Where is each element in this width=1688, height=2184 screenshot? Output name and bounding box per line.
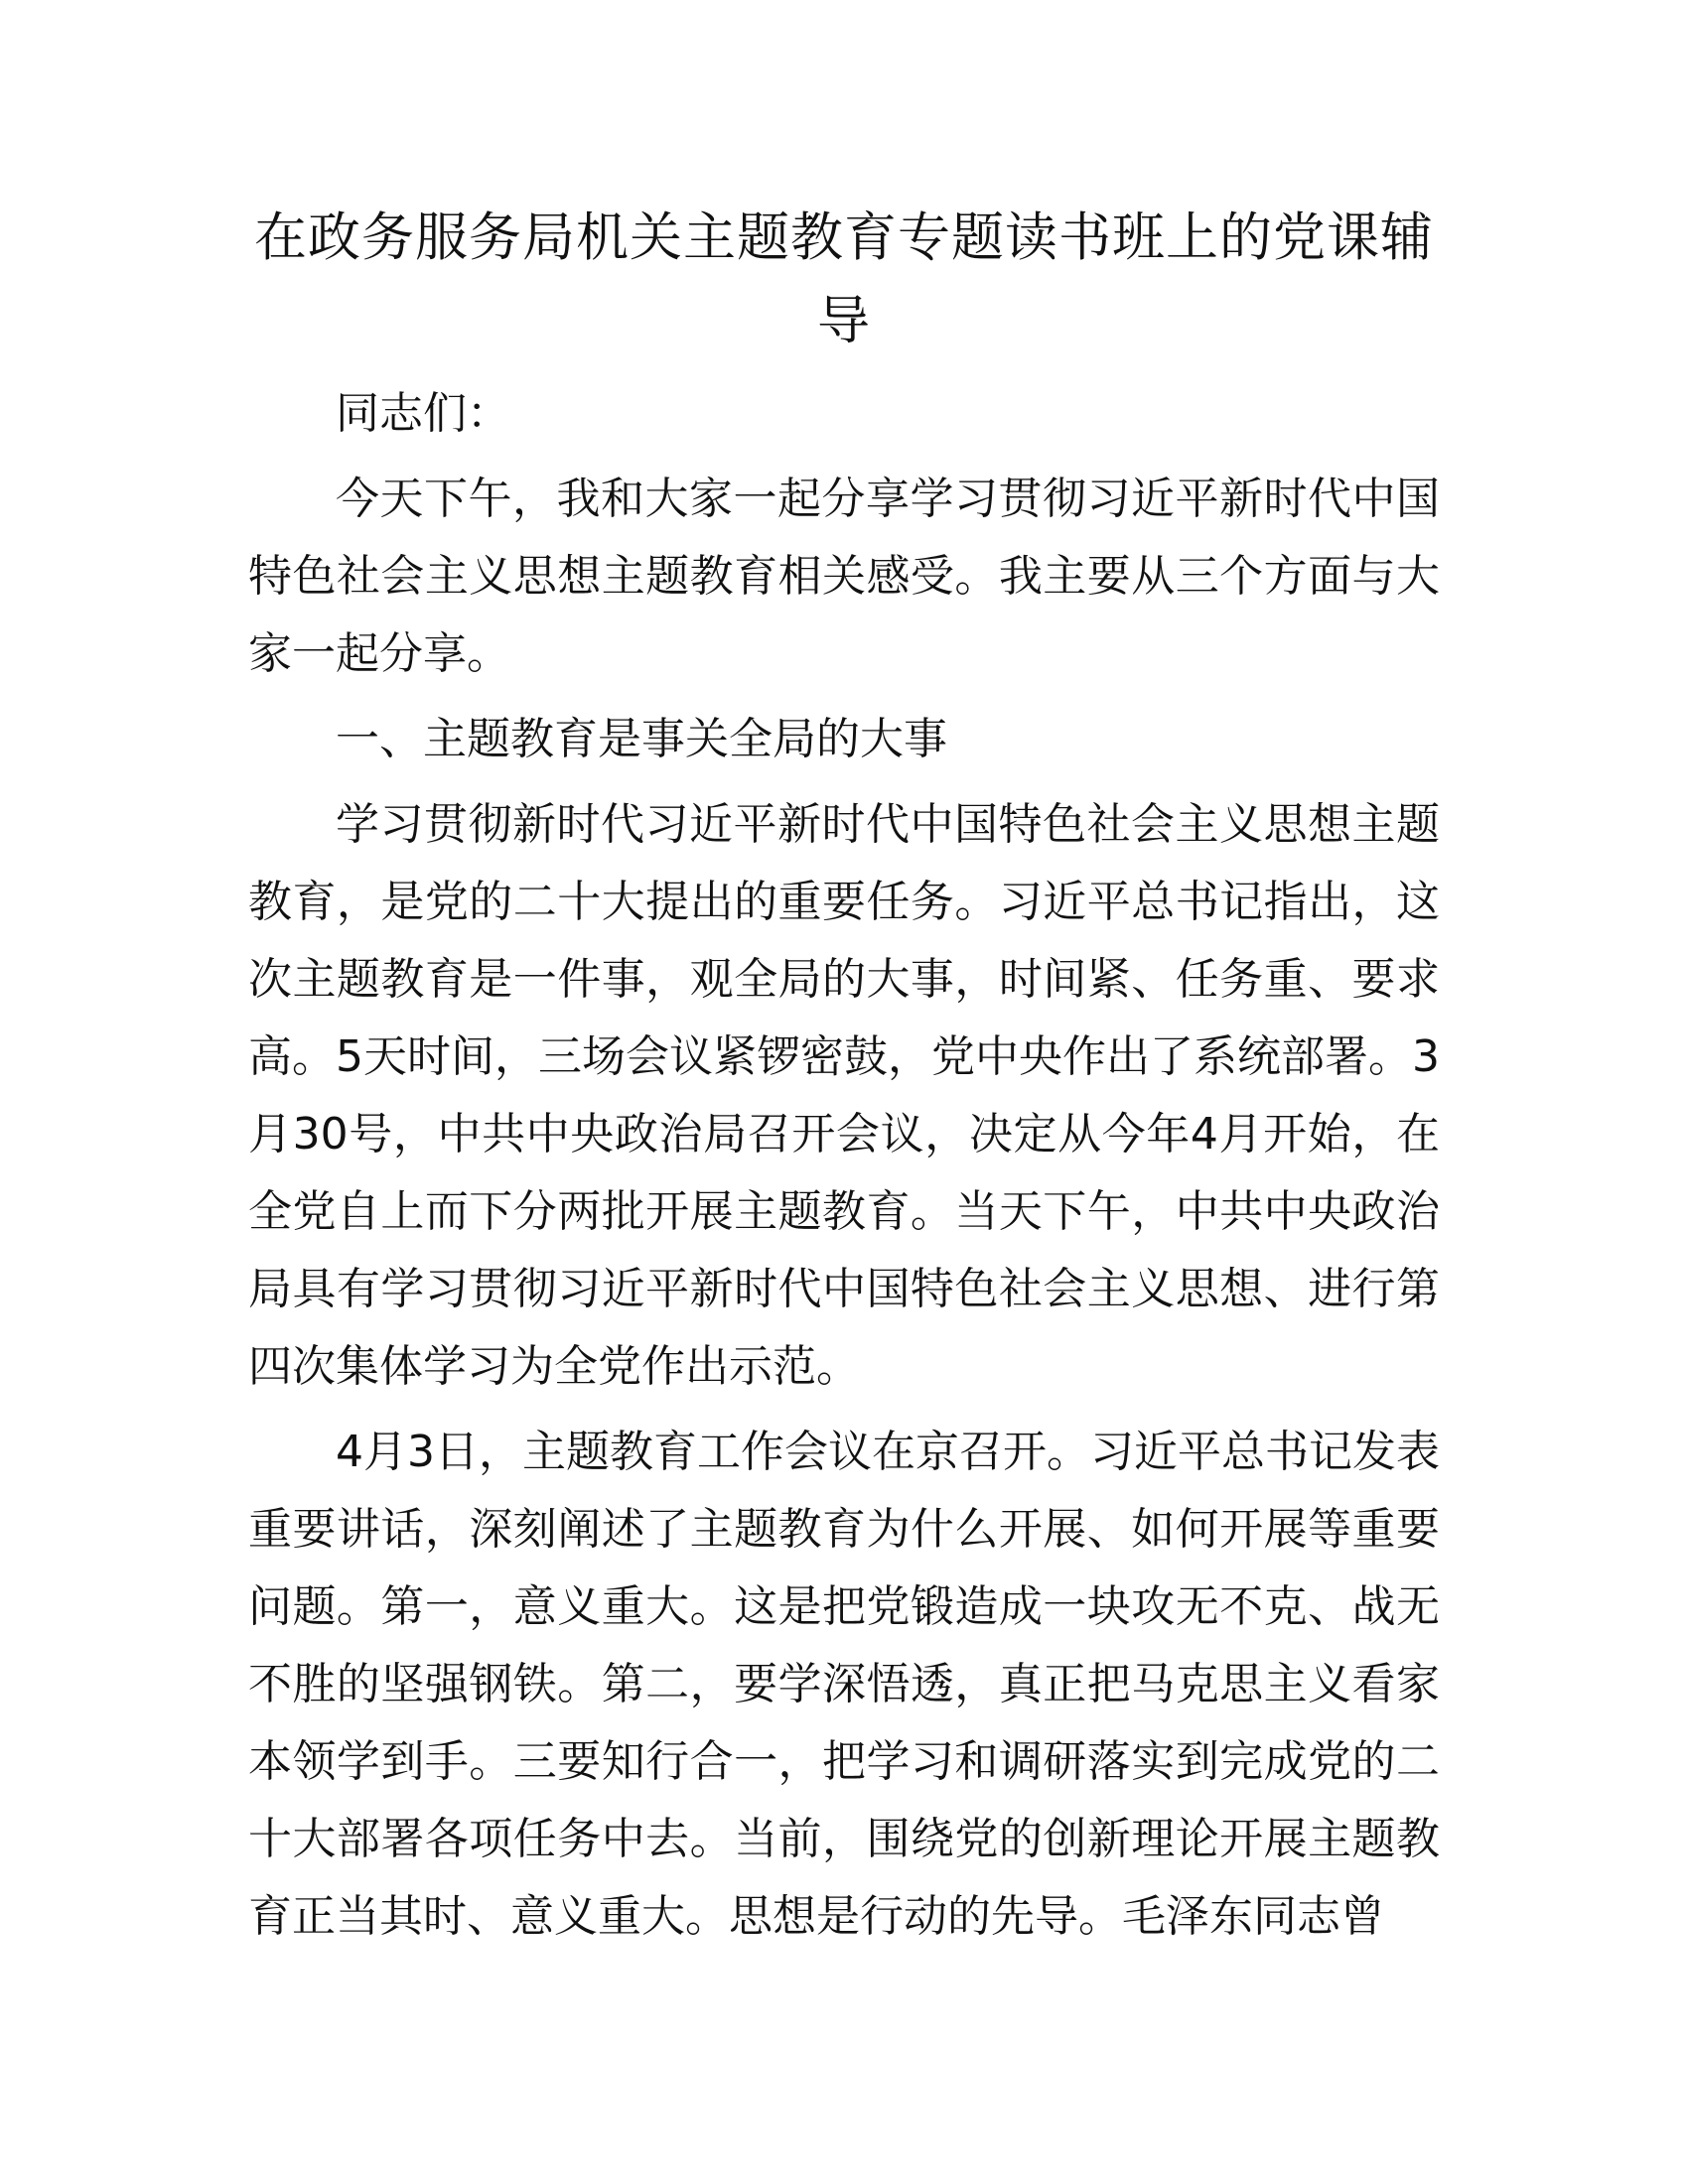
document-title: 在政务服务局机关主题教育专题读书班上的党课辅导 xyxy=(254,207,1434,351)
document-body xyxy=(248,375,1440,1964)
salutation-paragraph: 同志们： xyxy=(336,388,510,439)
section-heading-1: 一、主题教育是事关全局的大事 xyxy=(336,714,947,764)
body-paragraph: 4月3日，主题教育工作会议在京召开。习近平总书记发表重要讲话，深刻阐述了主题教育为什么开展、如何开展等重要问题。第一，意义重大。这是把党锻造成一块攻无不克、战无不胜的坚强钢铁。第二，要学深悟透，真正把马克思主义看家本领学到手。三要知行合一，把学习和调研落实到完成党的二十大部署各项任务中去。当前，围绕党的创新理论开展主题教育正当其时、意义重大。思想是行动的先导。毛泽东同志曾 xyxy=(248,1427,1440,1942)
intro-paragraph: 今天下午，我和大家一起分享学习贯彻习近平新时代中国特色社会主义思想主题教育相关感受。我主要从三个方面与大家一起分享。 xyxy=(248,474,1440,679)
body-paragraph: 学习贯彻新时代习近平新时代中国特色社会主义思想主题教育，是党的二十大提出的重要任务。习近平总书记指出，这次主题教育是一件事，观全局的大事，时间紧、任务重、要求高。5天时间，三场会议紧锣密鼓，党中央作出了系统部署。3月30号，中共中央政治局召开会议，决定从今年4月开始，在全党自上而下分两批开展主题教育。当天下午，中共中央政治局具有学习贯彻习近平新时代中国特色社会主义思想、进行第四次集体学习为全党作出示范。 xyxy=(248,799,1440,1392)
